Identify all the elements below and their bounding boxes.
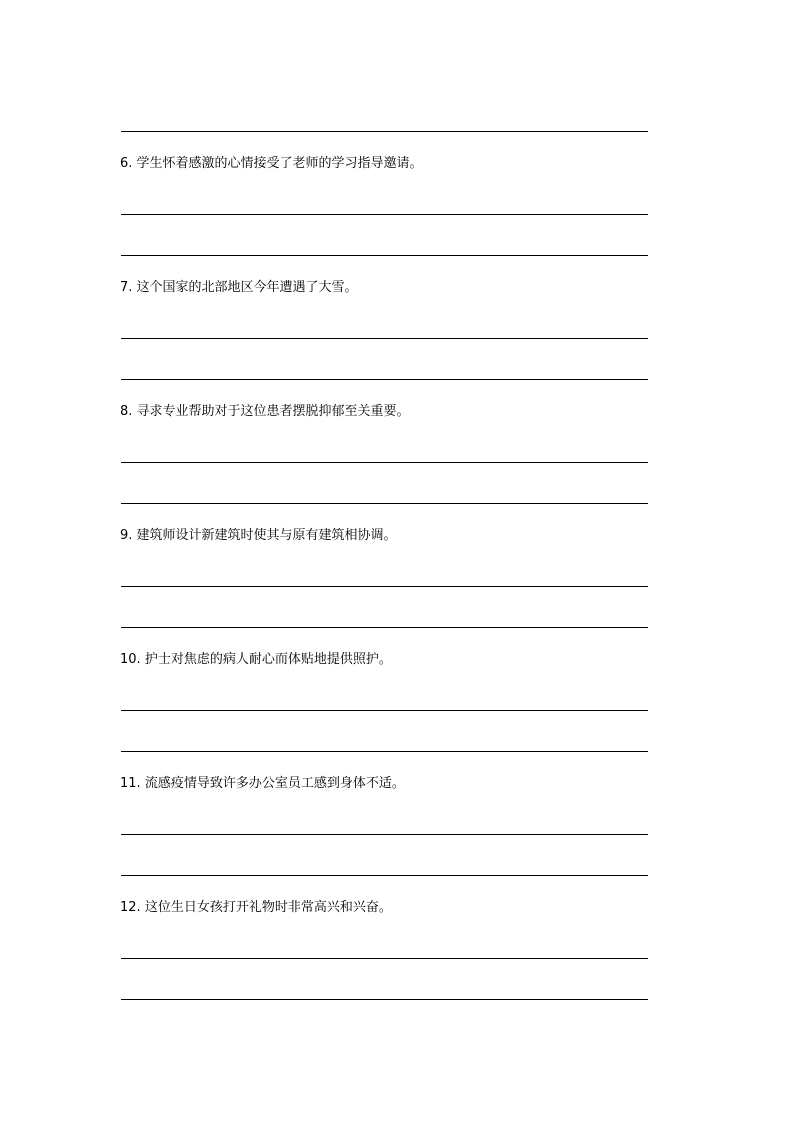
question-text: 这位生日女孩打开礼物时非常高兴和兴奋。 bbox=[144, 900, 392, 915]
answer-line bbox=[121, 751, 648, 752]
answer-line bbox=[121, 462, 648, 463]
question-6 bbox=[120, 156, 660, 172]
answer-line bbox=[121, 131, 648, 132]
answer-line bbox=[121, 710, 648, 711]
question-number: 6. bbox=[120, 156, 133, 171]
question-text: 建筑师设计新建筑时使其与原有建筑相协调。 bbox=[136, 528, 397, 543]
question-number: 10. bbox=[120, 652, 141, 667]
answer-line bbox=[121, 958, 648, 959]
question-number: 7. bbox=[120, 280, 133, 295]
answer-line bbox=[121, 214, 648, 215]
question-8 bbox=[120, 404, 660, 420]
question-number: 9. bbox=[120, 528, 133, 543]
question-text: 这个国家的北部地区今年遭遇了大雪。 bbox=[136, 280, 358, 295]
question-11 bbox=[120, 776, 660, 792]
answer-line bbox=[121, 875, 648, 876]
question-7 bbox=[120, 280, 660, 296]
answer-line bbox=[121, 586, 648, 587]
question-number: 11. bbox=[120, 776, 141, 791]
question-9 bbox=[120, 528, 660, 544]
question-10 bbox=[120, 652, 660, 668]
question-text: 学生怀着感激的心情接受了老师的学习指导邀请。 bbox=[136, 156, 423, 171]
answer-line bbox=[121, 503, 648, 504]
answer-line bbox=[121, 255, 648, 256]
answer-line bbox=[121, 627, 648, 628]
answer-line bbox=[121, 999, 648, 1000]
question-text: 护士对焦虑的病人耐心而体贴地提供照护。 bbox=[144, 652, 392, 667]
answer-line bbox=[121, 379, 648, 380]
answer-line bbox=[121, 834, 648, 835]
question-12 bbox=[120, 900, 660, 916]
question-number: 12. bbox=[120, 900, 141, 915]
question-number: 8. bbox=[120, 404, 133, 419]
question-text: 流感疫情导致许多办公室员工感到身体不适。 bbox=[144, 776, 405, 791]
question-text: 寻求专业帮助对于这位患者摆脱抑郁至关重要。 bbox=[136, 404, 410, 419]
answer-line bbox=[121, 338, 648, 339]
